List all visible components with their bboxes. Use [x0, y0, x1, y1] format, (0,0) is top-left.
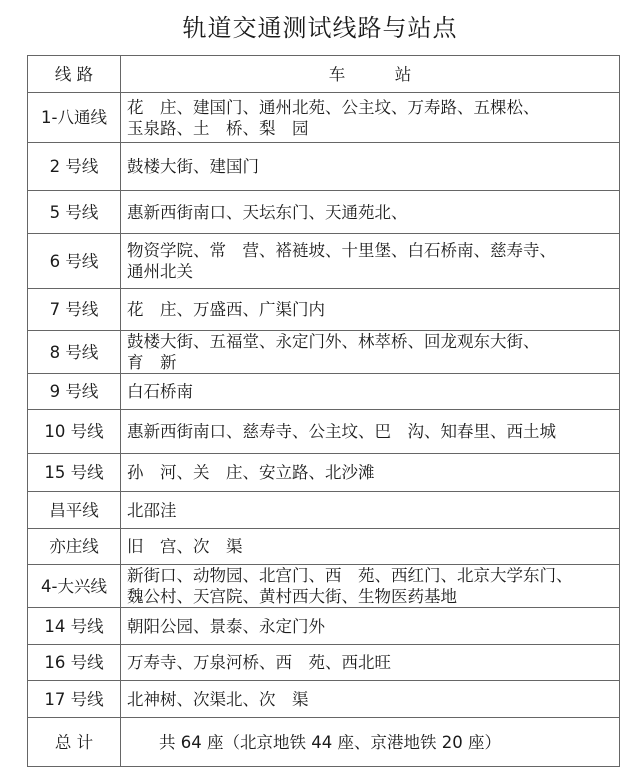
- line-name: 14 号线: [28, 608, 121, 645]
- station-list: 惠新西街南口、慈寿寺、公主坟、巴 沟、知春里、西土城: [121, 410, 620, 454]
- table-row: [28, 289, 620, 331]
- station-list: 鼓楼大街、建国门: [121, 143, 620, 191]
- total-row: [28, 718, 620, 767]
- table-row: [28, 454, 620, 492]
- station-list: 孙 河、关 庄、安立路、北沙滩: [121, 454, 620, 492]
- table-row: [28, 374, 620, 410]
- table-row: [28, 93, 620, 143]
- line-name: 2 号线: [28, 143, 121, 191]
- table-row: [28, 143, 620, 191]
- line-name: 1-八通线: [28, 93, 121, 143]
- table-row: [28, 191, 620, 234]
- line-name: 6 号线: [28, 234, 121, 289]
- table-row: [28, 681, 620, 718]
- total-label: 总 计: [28, 718, 121, 767]
- line-name: 亦庄线: [28, 529, 121, 565]
- table-row: [28, 529, 620, 565]
- station-list: 鼓楼大街、五福堂、永定门外、林萃桥、回龙观东大街、 育 新: [121, 331, 620, 374]
- line-name: 昌平线: [28, 492, 121, 529]
- table-row: [28, 565, 620, 608]
- line-name: 15 号线: [28, 454, 121, 492]
- total-value: 共 64 座（北京地铁 44 座、京港地铁 20 座）: [121, 718, 620, 767]
- stations-table: [27, 55, 620, 767]
- header-line: 线 路: [28, 56, 121, 93]
- station-list: 新街口、动物园、北宫门、西 苑、西红门、北京大学东门、 魏公村、天宫院、黄村西大街、生物医药基地: [121, 565, 620, 608]
- table-header: [28, 56, 620, 93]
- line-name: 8 号线: [28, 331, 121, 374]
- line-name: 10 号线: [28, 410, 121, 454]
- line-name: 17 号线: [28, 681, 121, 718]
- table-row: [28, 608, 620, 645]
- station-list: 物资学院、常 营、褡裢坡、十里堡、白石桥南、慈寿寺、 通州北关: [121, 234, 620, 289]
- station-list: 旧 宫、次 渠: [121, 529, 620, 565]
- table-row: [28, 410, 620, 454]
- table-row: [28, 331, 620, 374]
- station-list: 花 庄、建国门、通州北苑、公主坟、万寿路、五棵松、 玉泉路、土 桥、梨 园: [121, 93, 620, 143]
- line-name: 16 号线: [28, 645, 121, 681]
- page-title: 轨道交通测试线路与站点: [182, 14, 458, 42]
- table-row: [28, 234, 620, 289]
- table-row: [28, 492, 620, 529]
- station-list: 万寿寺、万泉河桥、西 苑、西北旺: [121, 645, 620, 681]
- station-list: 惠新西街南口、天坛东门、天通苑北、: [121, 191, 620, 234]
- line-name: 5 号线: [28, 191, 121, 234]
- station-list: 北神树、次渠北、次 渠: [121, 681, 620, 718]
- station-list: 朝阳公园、景泰、永定门外: [121, 608, 620, 645]
- station-list: 白石桥南: [121, 374, 620, 410]
- line-name: 4-大兴线: [28, 565, 121, 608]
- station-list: 北邵洼: [121, 492, 620, 529]
- table-row: [28, 645, 620, 681]
- station-list: 花 庄、万盛西、广渠门内: [121, 289, 620, 331]
- line-name: 9 号线: [28, 374, 121, 410]
- header-stations: 车 站: [121, 56, 620, 93]
- line-name: 7 号线: [28, 289, 121, 331]
